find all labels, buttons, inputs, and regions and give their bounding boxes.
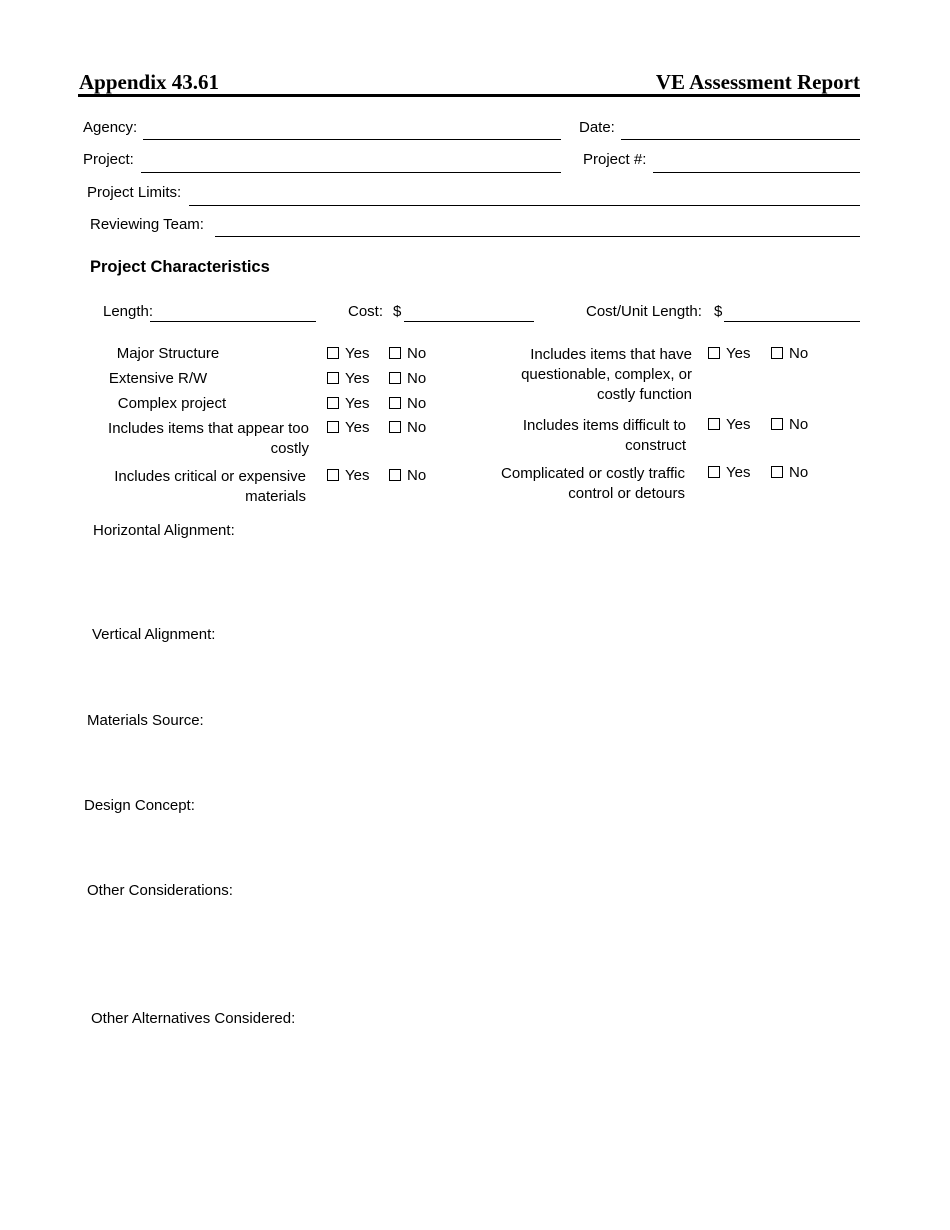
other-alternatives-label: Other Alternatives Considered: xyxy=(91,1010,296,1027)
cost-unit-length-field[interactable] xyxy=(724,321,860,322)
cost-unit-length-label: Cost/Unit Length: xyxy=(586,303,702,320)
extensive-rw-yes[interactable]: Yes xyxy=(327,370,369,387)
questionable-function-yes[interactable]: Yes xyxy=(708,345,750,362)
agency-label: Agency: xyxy=(83,119,138,136)
checkbox-icon[interactable] xyxy=(771,466,783,478)
checkbox-icon[interactable] xyxy=(389,347,401,359)
project-limits-label: Project Limits: xyxy=(87,184,182,201)
item-traffic-control: Complicated or costly traffic control or detours xyxy=(501,465,685,502)
checkbox-icon[interactable] xyxy=(327,347,339,359)
cost-unit-dollar-sign: $ xyxy=(714,303,723,320)
item-critical-materials: Includes critical or expensive materials xyxy=(114,468,306,505)
difficult-construct-no[interactable]: No xyxy=(771,416,808,433)
complex-project-no[interactable]: No xyxy=(389,395,426,412)
reviewing-team-label: Reviewing Team: xyxy=(90,216,204,233)
vertical-alignment-label: Vertical Alignment: xyxy=(92,626,216,643)
project-limits-field[interactable] xyxy=(189,205,860,206)
design-concept-label: Design Concept: xyxy=(84,797,195,814)
checkbox-icon[interactable] xyxy=(327,372,339,384)
questionable-function-no[interactable]: No xyxy=(771,345,808,362)
date-label: Date: xyxy=(579,119,615,136)
traffic-control-no[interactable]: No xyxy=(771,464,808,481)
too-costly-yes[interactable]: Yes xyxy=(327,419,369,436)
header-rule xyxy=(78,94,860,97)
major-structure-no[interactable]: No xyxy=(389,345,426,362)
item-questionable-function: Includes items that have questionable, complex, or costly function xyxy=(521,346,692,403)
cost-field[interactable] xyxy=(404,321,534,322)
checkbox-icon[interactable] xyxy=(771,418,783,430)
length-label: Length: xyxy=(103,303,154,320)
critical-materials-yes[interactable]: Yes xyxy=(327,467,369,484)
item-appear-too-costly: Includes items that appear too costly xyxy=(108,420,309,457)
too-costly-no[interactable]: No xyxy=(389,419,426,436)
cost-dollar-sign: $ xyxy=(393,303,402,320)
checkbox-icon[interactable] xyxy=(389,397,401,409)
item-extensive-rw: Extensive R/W xyxy=(108,370,208,387)
checkbox-icon[interactable] xyxy=(771,347,783,359)
checkbox-icon[interactable] xyxy=(327,469,339,481)
report-title: VE Assessment Report xyxy=(655,70,860,94)
project-field[interactable] xyxy=(141,172,561,173)
date-field[interactable] xyxy=(621,139,860,140)
horizontal-alignment-label: Horizontal Alignment: xyxy=(93,522,235,539)
item-major-structure: Major Structure xyxy=(116,345,220,362)
materials-source-label: Materials Source: xyxy=(87,712,204,729)
project-number-field[interactable] xyxy=(653,172,860,173)
cost-label: Cost: xyxy=(348,303,384,320)
project-label: Project: xyxy=(83,151,134,168)
checkbox-icon[interactable] xyxy=(389,421,401,433)
checkbox-icon[interactable] xyxy=(327,397,339,409)
extensive-rw-no[interactable]: No xyxy=(389,370,426,387)
checkbox-icon[interactable] xyxy=(708,418,720,430)
project-characteristics-title: Project Characteristics xyxy=(90,258,270,276)
checkbox-icon[interactable] xyxy=(327,421,339,433)
appendix-label: Appendix 43.61 xyxy=(79,70,220,94)
difficult-construct-yes[interactable]: Yes xyxy=(708,416,750,433)
length-field[interactable] xyxy=(150,321,316,322)
other-considerations-label: Other Considerations: xyxy=(87,882,233,899)
traffic-control-yes[interactable]: Yes xyxy=(708,464,750,481)
checkbox-icon[interactable] xyxy=(389,372,401,384)
critical-materials-no[interactable]: No xyxy=(389,467,426,484)
item-difficult-construct: Includes items difficult to construct xyxy=(522,417,686,454)
major-structure-yes[interactable]: Yes xyxy=(327,345,369,362)
checkbox-icon[interactable] xyxy=(389,469,401,481)
reviewing-team-field[interactable] xyxy=(215,236,860,237)
project-number-label: Project #: xyxy=(583,151,647,168)
complex-project-yes[interactable]: Yes xyxy=(327,395,369,412)
checkbox-icon[interactable] xyxy=(708,347,720,359)
item-complex-project: Complex project xyxy=(117,395,227,412)
agency-field[interactable] xyxy=(143,139,561,140)
checkbox-icon[interactable] xyxy=(708,466,720,478)
